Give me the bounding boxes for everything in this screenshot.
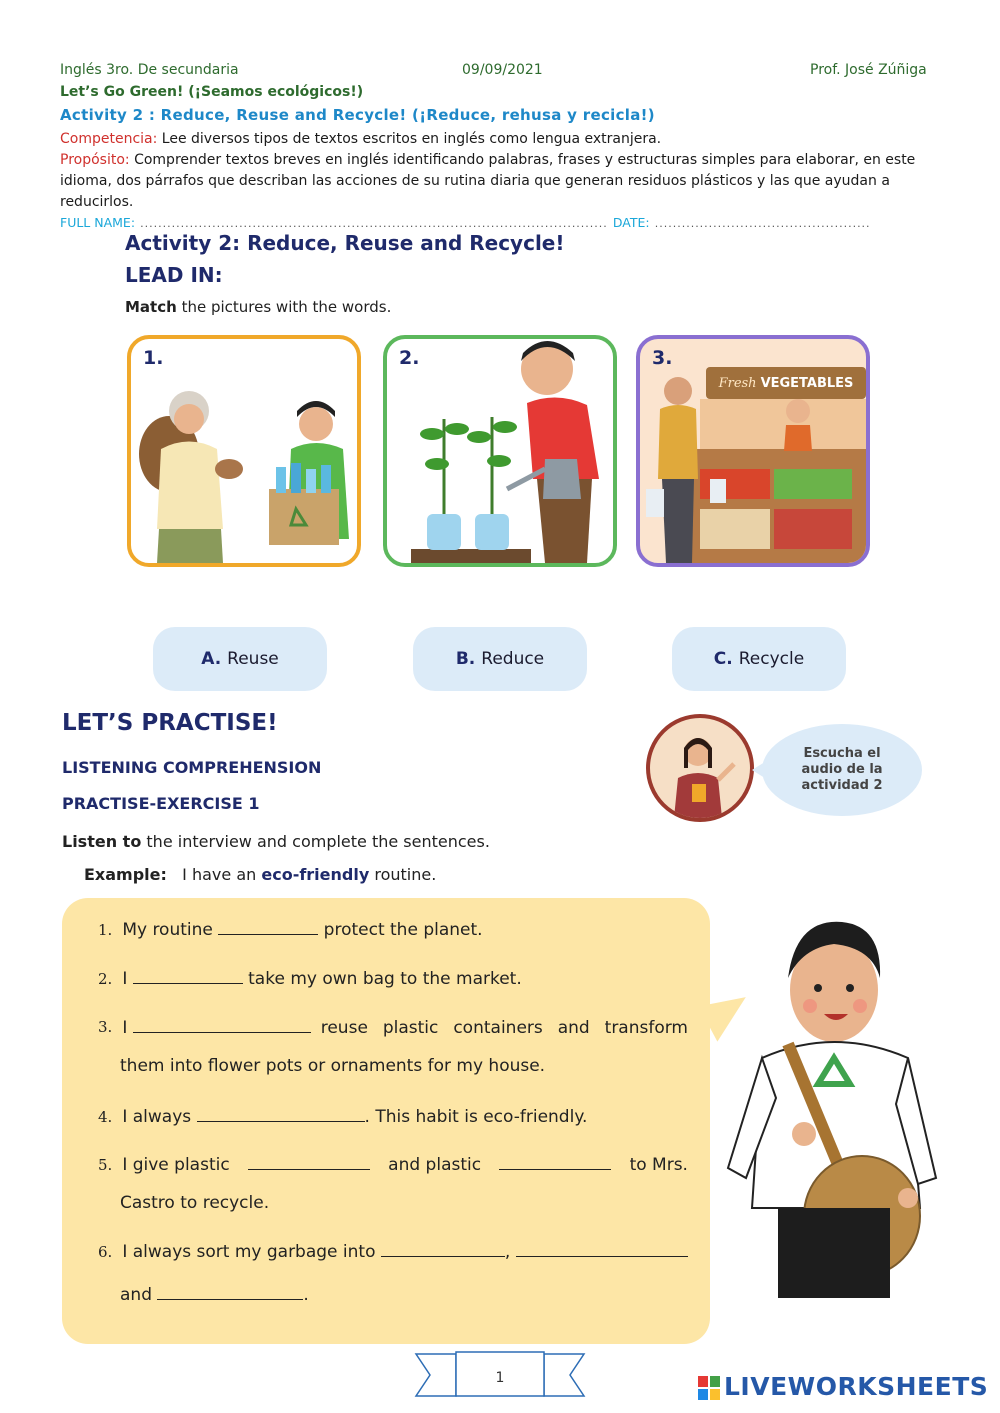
listen-instruction: [62, 832, 490, 851]
option-word-reduce: Reduce: [481, 649, 545, 669]
example-post: routine.: [369, 865, 437, 884]
picture-card-3[interactable]: [636, 335, 870, 567]
lead-activity-title: Activity 2: Reduce, Reuse and Recycle!: [125, 231, 565, 255]
match-bold: Match: [125, 298, 177, 316]
example-pre: I have an: [182, 865, 262, 884]
recycling-people-illustration: [131, 339, 357, 563]
liveworksheets-logo-icon: [698, 1376, 720, 1400]
picture-card-2[interactable]: [383, 335, 617, 567]
option-reuse[interactable]: [153, 627, 327, 691]
worksheet-date: 09/09/2021: [462, 62, 543, 78]
full-name-label: FULL NAME:: [60, 215, 136, 230]
sentence-3: 3. I reuse plastic containers and transform: [98, 1018, 688, 1038]
proposito-paragraph: [60, 150, 940, 213]
activity-title: Activity 2 : Reduce, Reuse and Recycle! (¡Reduce, rehusa y recicla!): [60, 106, 655, 124]
option-word-recycle: Recycle: [738, 649, 805, 669]
lead-in-heading: LEAD IN:: [125, 263, 223, 287]
page-number: 1: [495, 1370, 505, 1386]
blank-2[interactable]: [133, 969, 243, 984]
example-line: [84, 865, 436, 884]
proposito-label: Propósito:: [60, 152, 130, 168]
audio-speech-bubble: [762, 724, 922, 816]
match-instruction: [125, 298, 391, 316]
blank-6b[interactable]: [516, 1242, 688, 1257]
boy-with-bag-illustration: [722, 908, 942, 1298]
vegetable-stall-sign: Fresh VEGETABLES: [706, 367, 866, 399]
listen-rest: the interview and complete the sentences.: [141, 832, 490, 851]
option-reduce[interactable]: [413, 627, 587, 691]
practise-heading: LET’S PRACTISE!: [62, 710, 278, 736]
girl-speaker-icon: [650, 718, 750, 818]
listen-bold: Listen to: [62, 832, 142, 851]
option-letter-b: B.: [455, 649, 476, 669]
blank-5b[interactable]: [499, 1155, 611, 1170]
proposito-text: Comprender textos breves en inglés identificando palabras, frases y estructuras simples para elaborar, en este idioma, dos párrafos que describan las acciones de su rutina diaria que generan residuos plásticos y las que ayudan a reducirlos.: [60, 152, 916, 210]
picture-number-2: 2.: [399, 347, 420, 369]
picture-number-1: 1.: [143, 347, 164, 369]
bubble-line-2: audio de la: [801, 762, 883, 777]
date-label: DATE:: [612, 215, 650, 230]
exercise-label: PRACTISE-EXERCISE 1: [62, 794, 260, 813]
example-label: Example:: [84, 865, 167, 884]
option-word-reuse: Reuse: [227, 649, 279, 669]
bubble-line-1: Escucha el: [803, 746, 881, 761]
bubble-line-3: actividad 2: [801, 778, 883, 793]
example-bold: eco-friendly: [261, 865, 370, 884]
blank-4[interactable]: [197, 1107, 365, 1122]
sentence-2: 2. I take my own bag to the market.: [98, 969, 522, 989]
blank-6c[interactable]: [157, 1285, 303, 1300]
option-letter-a: A.: [201, 649, 222, 669]
sentence-1: 1. My routine protect the planet.: [98, 920, 483, 940]
full-name-field[interactable]: ........................................................................................................: [140, 217, 608, 230]
competencia-line: [60, 129, 940, 150]
name-date-line: [60, 212, 871, 231]
option-recycle[interactable]: [672, 627, 846, 691]
teacher-name: Prof. José Zúñiga: [810, 62, 927, 78]
blank-5a[interactable]: [248, 1155, 370, 1170]
picture-number-3: 3.: [652, 347, 673, 369]
sentence-4: 4. I always . This habit is eco-friendly.: [98, 1107, 588, 1127]
sentence-5-cont: Castro to recycle.: [120, 1193, 270, 1213]
course-label: Inglés 3ro. De secundaria: [60, 62, 239, 78]
bubble-tail: [752, 760, 768, 780]
option-letter-c: C.: [713, 649, 733, 669]
match-rest: the pictures with the words.: [176, 298, 392, 316]
competencia-text: Lee diversos tipos de textos escritos en inglés como lengua extranjera.: [157, 131, 662, 147]
blank-3[interactable]: [133, 1018, 311, 1033]
worksheet-title: Let’s Go Green! (¡Seamos ecológicos!): [60, 84, 364, 100]
picture-card-1[interactable]: [127, 335, 361, 567]
listening-subheading: LISTENING COMPREHENSION: [62, 758, 322, 777]
audio-avatar[interactable]: [646, 714, 754, 822]
sentence-3-cont: them into flower pots or ornaments for my house.: [120, 1056, 546, 1076]
blank-1[interactable]: [218, 920, 318, 935]
watering-plants-illustration: [387, 339, 613, 563]
sentence-5: 5. I give plastic and plastic to Mrs.: [98, 1155, 688, 1175]
sentence-6: 6. I always sort my garbage into ,: [98, 1242, 688, 1262]
date-field[interactable]: ................................................: [654, 217, 871, 230]
competencia-label: Competencia:: [60, 131, 158, 147]
blank-6a[interactable]: [381, 1242, 505, 1257]
sentence-6-cont: and .: [120, 1285, 309, 1305]
liveworksheets-brand[interactable]: LIVEWORKSHEETS: [724, 1372, 989, 1401]
